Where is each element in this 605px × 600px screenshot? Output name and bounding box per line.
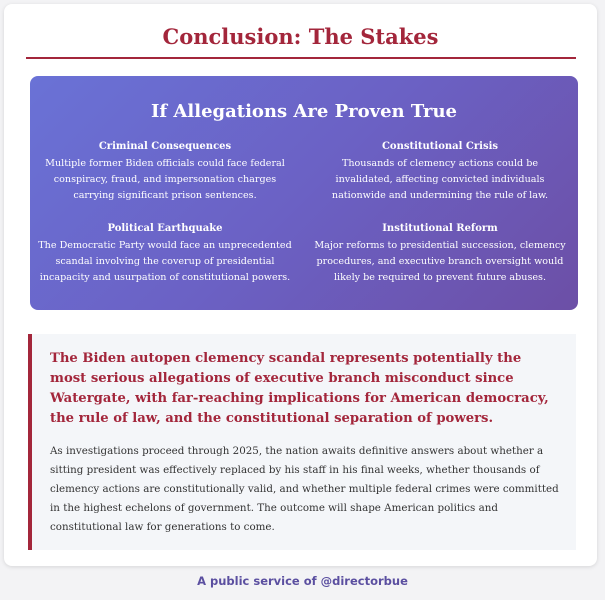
item-constitutional-crisis xyxy=(313,140,567,204)
conclusion-lead: The Biden autopen clemency scandal represents potentially the most serious allegations of executive branch misconduct since Watergate, with far-reaching implications for American democracy, the rule of law, and the constitutional separation of powers. xyxy=(50,351,549,426)
conclusion-body: As investigations proceed through 2025, the nation awaits definitive answers about whether a sitting president was effectively replaced by his staff in his final weeks, whether thousands of clemency actions are constitutionally valid, and whether multiple federal crimes were committed in the highest echelons of government. The outcome will shape American politics and constitutional law for generations to come. xyxy=(50,445,559,533)
item-text: Major reforms to presidential succession, clemency procedures, and executive branch oversight would likely be required to prevent future abuses. xyxy=(314,240,566,283)
item-institutional-reform xyxy=(313,222,567,286)
page-title: Conclusion: The Stakes xyxy=(162,24,439,49)
item-title: Political Earthquake xyxy=(107,223,223,234)
item-title: Institutional Reform xyxy=(382,223,498,234)
content-card xyxy=(4,4,597,566)
item-political-earthquake xyxy=(38,222,292,286)
conclusion-box xyxy=(28,334,576,550)
item-text: The Democratic Party would face an unprecedented scandal involving the coverup of presidential incapacity and usurpation of constitutional powers. xyxy=(38,240,292,283)
item-title: Constitutional Crisis xyxy=(381,141,499,152)
item-criminal-consequences xyxy=(38,140,292,204)
title-divider xyxy=(26,57,576,59)
item-text: Multiple former Biden officials could face federal conspiracy, fraud, and impersonation charges carrying significant prison sentences. xyxy=(45,158,285,201)
item-title: Criminal Consequences xyxy=(98,141,232,152)
footer-credit: A public service of @directorbue xyxy=(197,574,408,588)
item-text: Thousands of clemency actions could be invalidated, affecting convicted individuals nationwide and undermining the rule of law. xyxy=(331,158,549,201)
panel-heading: If Allegations Are Proven True xyxy=(151,101,457,122)
allegations-panel xyxy=(30,76,578,310)
